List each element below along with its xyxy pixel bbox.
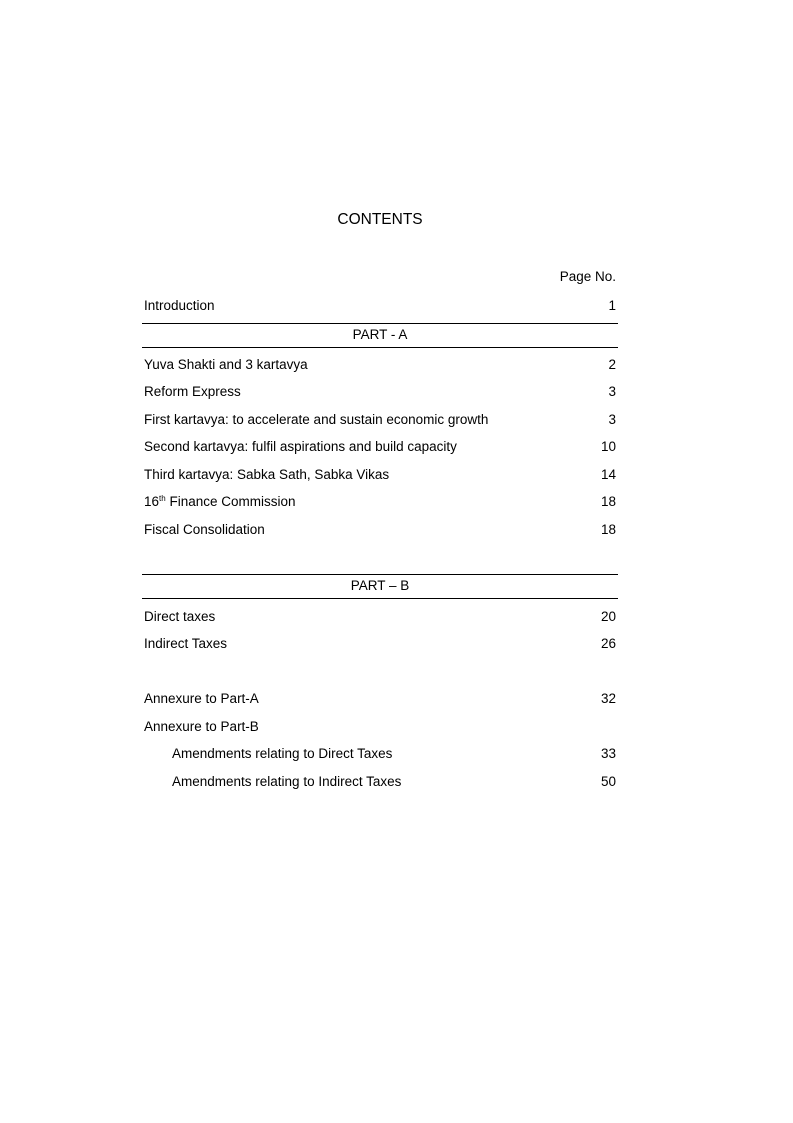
toc-entry: [144, 634, 616, 654]
toc-page: 3: [608, 384, 616, 399]
toc-page: 18: [600, 494, 616, 509]
toc-page: 50: [600, 774, 616, 789]
toc-entry: [144, 465, 616, 485]
toc-label: Annexure to Part-A: [144, 691, 259, 706]
toc-entry: [144, 382, 616, 402]
toc-entry-annexure: [144, 689, 616, 709]
toc-label: Yuva Shakti and 3 kartavya: [144, 357, 308, 372]
label-number: 16: [144, 494, 160, 509]
toc-page: 32: [600, 691, 616, 706]
toc-entry-annexure: [144, 717, 616, 737]
toc-entry: [144, 355, 616, 375]
toc-page: 20: [600, 609, 616, 624]
toc-page: 3: [608, 412, 616, 427]
toc-label: Third kartavya: Sabka Sath, Sabka Vikas: [144, 467, 390, 482]
toc-entry-introduction: [144, 296, 616, 316]
toc-entry: [144, 607, 616, 627]
toc-entry-annexure-sub: [144, 744, 616, 764]
toc-page: 2: [608, 357, 616, 372]
label-text: Finance Commission: [165, 494, 296, 509]
toc-label: Direct taxes: [144, 609, 216, 624]
toc-label: Amendments relating to Indirect Taxes: [172, 774, 402, 789]
toc-label: First kartavya: to accelerate and sustain economic growth: [144, 412, 489, 427]
toc-entry-annexure-sub: [144, 772, 616, 792]
toc-entry: [144, 437, 616, 457]
toc-label: Introduction: [144, 298, 215, 313]
toc-label: Amendments relating to Direct Taxes: [172, 746, 393, 761]
toc-label: [144, 492, 296, 512]
toc-page: 18: [600, 522, 616, 537]
page-no-header: Page No.: [559, 269, 616, 284]
toc-label: Indirect Taxes: [144, 636, 228, 651]
toc-label: Annexure to Part-B: [144, 719, 259, 734]
toc-label: Second kartavya: fulfil aspirations and build capacity: [144, 439, 457, 454]
part-a-heading: PART - A: [142, 323, 618, 348]
toc-page: 33: [600, 746, 616, 761]
toc-entry: [144, 410, 616, 430]
label-superscript: th: [159, 494, 166, 503]
toc-label: Fiscal Consolidation: [144, 522, 265, 537]
toc-page: 10: [600, 439, 616, 454]
toc-entry: [144, 492, 616, 512]
toc-page: 14: [600, 467, 616, 482]
toc-entry: [144, 520, 616, 540]
toc-page: 1: [608, 298, 616, 313]
toc-page: 26: [600, 636, 616, 651]
part-b-heading: PART – B: [142, 574, 618, 599]
page-title: CONTENTS: [337, 211, 423, 228]
toc-label: Reform Express: [144, 384, 241, 399]
